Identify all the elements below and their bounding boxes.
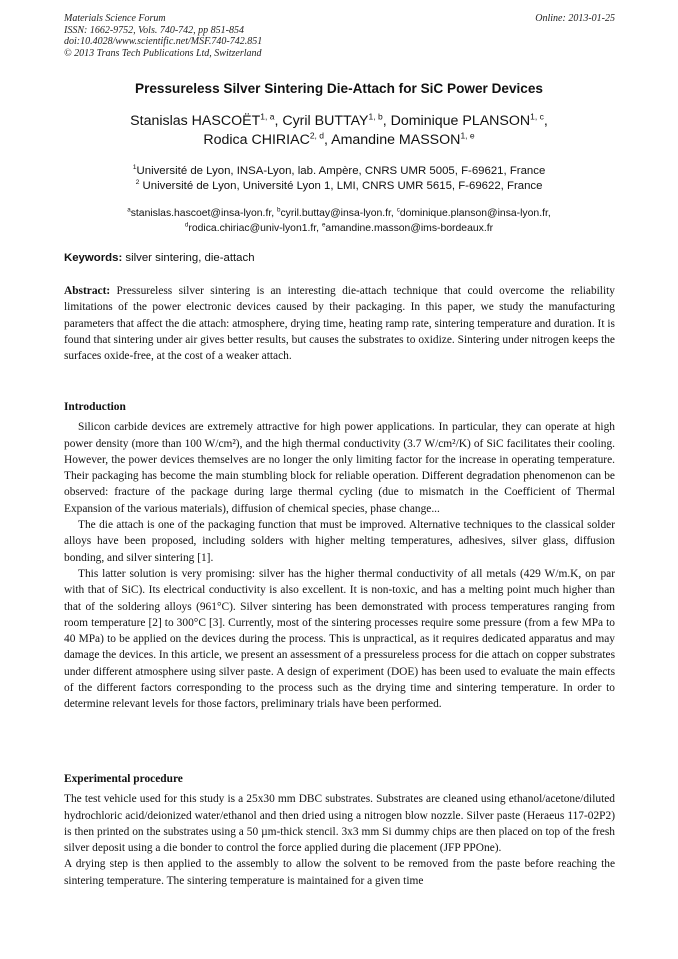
author-line-2: Rodica CHIRIAC$^{2, d}$, Amandine MASSON$^{1, e}$ bbox=[203, 130, 475, 148]
author-sup: 1, a bbox=[260, 111, 275, 122]
paragraph: The die attach is one of the packaging function that must be improved. Alternative techniques to the classical solder alloys have been proposed, including solders with higher melting temperatures, adhesives, silver glass, diffusion bonding, and silver sintering [1]. bbox=[64, 519, 615, 564]
email-link: stanislas.hascoet@insa-lyon.fr, bbox=[130, 208, 277, 219]
paragraph: A drying step is then applied to the assembly to allow the solvent to be removed from the paste before reaching the sintering temperature. The sintering temperature is maintained for a given time bbox=[64, 858, 615, 887]
paragraph: The test vehicle used for this study is a 25x30 mm DBC substrates. Substrates are cleaned using ethanol/acetone/diluted hydrochloric acid/deionized water/ethanol and then dried using a nitrogen blow nozzle. Silver paste (Heraeus 117-02P2) is then printed on the substrates using a 50 µm-thick stencil. 3x3 mm Si dummy chips are then placed on top of the fresh silver deposit using a die bonder to control the force applied during die placement (JFP PPOne). bbox=[64, 793, 615, 855]
online-date: Online: 2013-01-25 bbox=[535, 13, 615, 24]
author-name: Rodica CHIRIAC bbox=[203, 132, 310, 148]
author-list bbox=[40, 112, 638, 150]
affiliation-2: $^2$ Université de Lyon, Université Lyon 1, LMI, CNRS UMR 5615, F-69622, France bbox=[135, 179, 543, 192]
author-sup: 1, b bbox=[368, 111, 383, 122]
keywords-label: Keywords: bbox=[64, 252, 123, 264]
journal-header bbox=[64, 13, 262, 59]
copyright-line: © 2013 Trans Tech Publications Ltd, Switzerland bbox=[64, 47, 262, 59]
email-line-2: $^d$rodica.chiriac@univ-lyon1.fr, $^e$amandine.masson@ims-bordeaux.fr bbox=[184, 221, 494, 234]
email-link: amandine.masson@ims-bordeaux.fr bbox=[325, 222, 494, 234]
affiliation-1: $^1$Université de Lyon, INSA-Lyon, lab. Ampère, CNRS UMR 5005, F-69621, France bbox=[132, 164, 546, 177]
keywords-text: silver sintering, die-attach bbox=[122, 252, 255, 264]
section-heading: Experimental procedure bbox=[64, 773, 183, 785]
email-link: rodica.chiriac@univ-lyon1.fr, bbox=[188, 222, 322, 234]
introduction-section bbox=[64, 399, 615, 713]
paragraph: Silicon carbide devices are extremely attractive for high power applications. In particular, they can operate at high power density (more than 100 W/cm²), and the high thermal conductivity (3.7 W/cm²/K) of SiC facilitates their cooling. However, the power devices themselves are no longer the only limiting factor for the increase in operating temperature. Their packaging has become the main stumbling block for reliable operation. Different degradation phenomenon can be observed: fracture of the package during large thermal cycling (due to mismatch in the Coefficient of Thermal Expansion of the various materials), diffusion of chemical species, phase change... bbox=[64, 421, 615, 515]
author-name: Stanislas HASCOËT bbox=[130, 113, 261, 129]
email-line-1: $^a$stanislas.hascoet@insa-lyon.fr, $^b$cyril.buttay@insa-lyon.fr, $^c$dominique.planson@insa-lyon.fr, bbox=[127, 206, 551, 219]
author-sup: 1, e bbox=[460, 130, 475, 141]
author-name: Dominique PLANSON bbox=[390, 113, 531, 129]
email-link: cyril.buttay@insa-lyon.fr, bbox=[280, 208, 397, 219]
abstract-text: Pressureless silver sintering is an interesting die-attach technique that could overcome the reliability limitations of the power electronic devices caused by their packaging. In this paper, we study the manufacturing parameters that affect the die attach: atmosphere, drying time, heating ramp rate, sintering temperature and duration. It is found that sintering under air gives better results, but causes the substrates to oxidize. Sintering under nitrogen keeps the surfaces oxide-free, at the cost of a weaker attach. bbox=[64, 285, 615, 363]
section-heading: Introduction bbox=[64, 401, 126, 413]
author-sup: 2, d bbox=[309, 130, 324, 141]
affiliations bbox=[40, 164, 638, 194]
author-line-1: Stanislas HASCOËT$^{1, a}$, Cyril BUTTAY$^{1, b}$, Dominique PLANSON$^{1, c}$, bbox=[130, 111, 548, 129]
abstract bbox=[64, 283, 615, 364]
author-sup: 1, c bbox=[530, 111, 544, 122]
keywords bbox=[64, 252, 615, 264]
author-name: Amandine MASSON bbox=[331, 132, 461, 148]
doi-line: doi:10.4028/www.scientific.net/MSF.740-742.851 bbox=[64, 36, 263, 47]
paragraph: This latter solution is very promising: silver has the higher thermal conductivity of all metals (429 W/m.K, on par with that of SiC). Its electrical conductivity is also excellent. It is non-toxic, and has a melting point much higher than that of the soldering alloys (961°C). Silver sintering has been demonstrated with process temperatures ranging from room temperature [2] to 300°C [3]. Currently, most of the sintering processes require some pressure (from a few MPa to 40 MPa) to be applied on the devices during the process. This is unpractical, as it requires dedicated apparatus and may damage the devices. In this article, we present an assessment of a pressureless process for die attach on copper substrates under different atmosphere using silver paste. A design of experiment (DOE) has been used to evaluate the main effects of the different factors corresponding to the process such as the drying time and sintering temperature. In order to determine relevant levels for those factors, preliminary trials have been performed. bbox=[64, 567, 615, 711]
abstract-label: Abstract: bbox=[64, 285, 111, 297]
experimental-section bbox=[64, 771, 615, 889]
issn-line: ISSN: 1662-9752, Vols. 740-742, pp 851-854 bbox=[64, 24, 244, 36]
email-list bbox=[40, 207, 638, 236]
email-link: dominique.planson@insa-lyon.fr, bbox=[399, 208, 551, 219]
author-name: Cyril BUTTAY bbox=[282, 113, 369, 129]
paper-title: Pressureless Silver Sintering Die-Attach for SiC Power Devices bbox=[135, 81, 543, 96]
journal-name: Materials Science Forum bbox=[64, 13, 166, 24]
